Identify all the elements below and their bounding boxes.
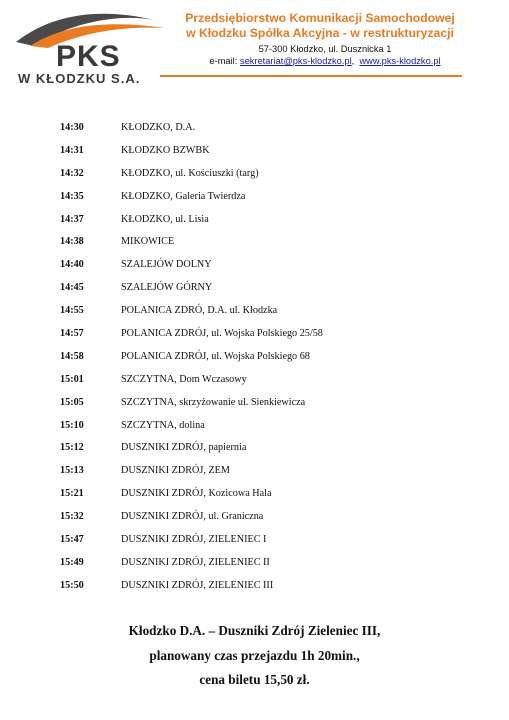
stop-name: KŁODZKO, D.A. bbox=[121, 122, 196, 133]
email-link[interactable]: sekretariat@pks-klodzko.pl bbox=[239, 56, 352, 66]
stop-name: POLANICA ZDRÓ, D.A. ul. Kłodzka bbox=[121, 305, 278, 317]
stop-name: DUSZNIKI ZDRÓJ, papiernia bbox=[121, 442, 247, 454]
stop-name: MIKOWICE bbox=[121, 236, 175, 248]
stop-name: SZCZYTNA, skrzyżowanie ul. Sienkiewicza bbox=[121, 396, 306, 408]
header-divider bbox=[160, 75, 462, 77]
timetable-row bbox=[60, 235, 480, 258]
timetable-row bbox=[60, 579, 480, 602]
stop-time: 15:47 bbox=[60, 534, 84, 546]
stop-name: SZALEJÓW GÓRNY bbox=[121, 282, 213, 294]
travel-time: planowany czas przejazdu 1h 20min., bbox=[149, 648, 360, 663]
stop-time: 15:32 bbox=[60, 511, 84, 523]
timetable-row bbox=[60, 419, 480, 442]
logo-text: PKS bbox=[56, 40, 121, 73]
company-name-line1: Przedsiębiorstwo Komunikacji Samochodowej bbox=[185, 11, 455, 25]
timetable-row bbox=[60, 281, 480, 304]
stop-name: KŁODZKO, Galeria Twierdza bbox=[121, 190, 246, 202]
stop-time: 14:58 bbox=[60, 350, 84, 362]
logo-subtext: W KŁODZKU S.A. bbox=[18, 71, 141, 86]
stop-time: 15:01 bbox=[60, 373, 84, 385]
timetable-row bbox=[60, 121, 480, 144]
stop-time: 14:40 bbox=[60, 259, 84, 271]
stop-time: 15:21 bbox=[60, 488, 84, 500]
ticket-price: cena biletu 15,50 zł. bbox=[199, 672, 310, 687]
stop-name: DUSZNIKI ZDRÓJ, ZIELENIEC I bbox=[121, 534, 267, 546]
timetable-row bbox=[60, 510, 480, 533]
stop-time: 14:35 bbox=[60, 190, 84, 202]
stop-time: 14:32 bbox=[60, 167, 84, 179]
stop-time: 14:45 bbox=[60, 282, 84, 294]
stop-time: 15:50 bbox=[60, 579, 84, 591]
stop-name: DUSZNIKI ZDRÓJ, ul. Graniczna bbox=[121, 511, 264, 523]
stop-name: POLANICA ZDRÓJ, ul. Wojska Polskiego 25/58 bbox=[121, 328, 323, 340]
stop-time: 14:37 bbox=[60, 213, 84, 225]
stop-name: SZCZYTNA, dolina bbox=[121, 419, 205, 431]
timetable-row bbox=[60, 533, 480, 556]
timetable bbox=[60, 121, 480, 602]
stop-time: 14:38 bbox=[60, 236, 84, 248]
stop-name: DUSZNIKI ZDRÓJ, ZEM bbox=[121, 465, 230, 477]
stop-name: SZCZYTNA, Dom Wczasowy bbox=[121, 373, 247, 385]
contact-line bbox=[150, 55, 500, 67]
stop-name: DUSZNIKI ZDRÓJ, Kozicowa Hala bbox=[121, 488, 272, 500]
stop-time: 14:31 bbox=[60, 144, 84, 156]
stop-name: DUSZNIKI ZDRÓJ, ZIELENIEC II bbox=[121, 556, 270, 568]
stop-time: 15:13 bbox=[60, 465, 84, 477]
stop-time: 15:10 bbox=[60, 419, 84, 431]
stop-name: KŁODZKO BZWBK bbox=[121, 144, 210, 156]
stop-time: 14:30 bbox=[60, 122, 84, 133]
timetable-row bbox=[60, 487, 480, 510]
stop-name: DUSZNIKI ZDRÓJ, ZIELENIEC III bbox=[121, 579, 274, 591]
timetable-row bbox=[60, 441, 480, 464]
timetable-row bbox=[60, 167, 480, 190]
timetable-row bbox=[60, 304, 480, 327]
stop-time: 15:05 bbox=[60, 396, 84, 408]
timetable-row bbox=[60, 373, 480, 396]
stop-time: 14:57 bbox=[60, 328, 84, 340]
timetable-row bbox=[60, 327, 480, 350]
stop-name: SZALEJÓW DOLNY bbox=[121, 259, 212, 271]
timetable-row bbox=[60, 350, 480, 373]
stop-name: POLANICA ZDRÓJ, ul. Wojska Polskiego 68 bbox=[121, 350, 310, 362]
timetable-row bbox=[60, 556, 480, 579]
timetable-row bbox=[60, 144, 480, 167]
timetable-row bbox=[60, 396, 480, 419]
stop-name: KŁODZKO, ul. Kościuszki (targ) bbox=[121, 167, 259, 179]
company-address: 57-300 Kłodzko, ul. Dusznicka 1 bbox=[258, 44, 392, 54]
route-summary: Kłodzko D.A. – Duszniki Zdrój Zieleniec III, bbox=[128, 623, 381, 638]
stop-time: 15:12 bbox=[60, 442, 84, 454]
website-link[interactable]: www.pks-klodzko.pl bbox=[359, 56, 441, 66]
email-label: e-mail: bbox=[209, 56, 238, 66]
timetable-row bbox=[60, 258, 480, 281]
timetable-row bbox=[60, 464, 480, 487]
stop-time: 14:55 bbox=[60, 305, 84, 317]
stop-name: KŁODZKO, ul. Lisia bbox=[121, 213, 209, 225]
company-name-line2: w Kłodzku Spółka Akcyjna - w restrukturyzacji bbox=[186, 26, 454, 40]
stop-time: 15:49 bbox=[60, 556, 84, 568]
contact-separator: , bbox=[351, 56, 355, 66]
timetable-row bbox=[60, 213, 480, 236]
timetable-row bbox=[60, 190, 480, 213]
